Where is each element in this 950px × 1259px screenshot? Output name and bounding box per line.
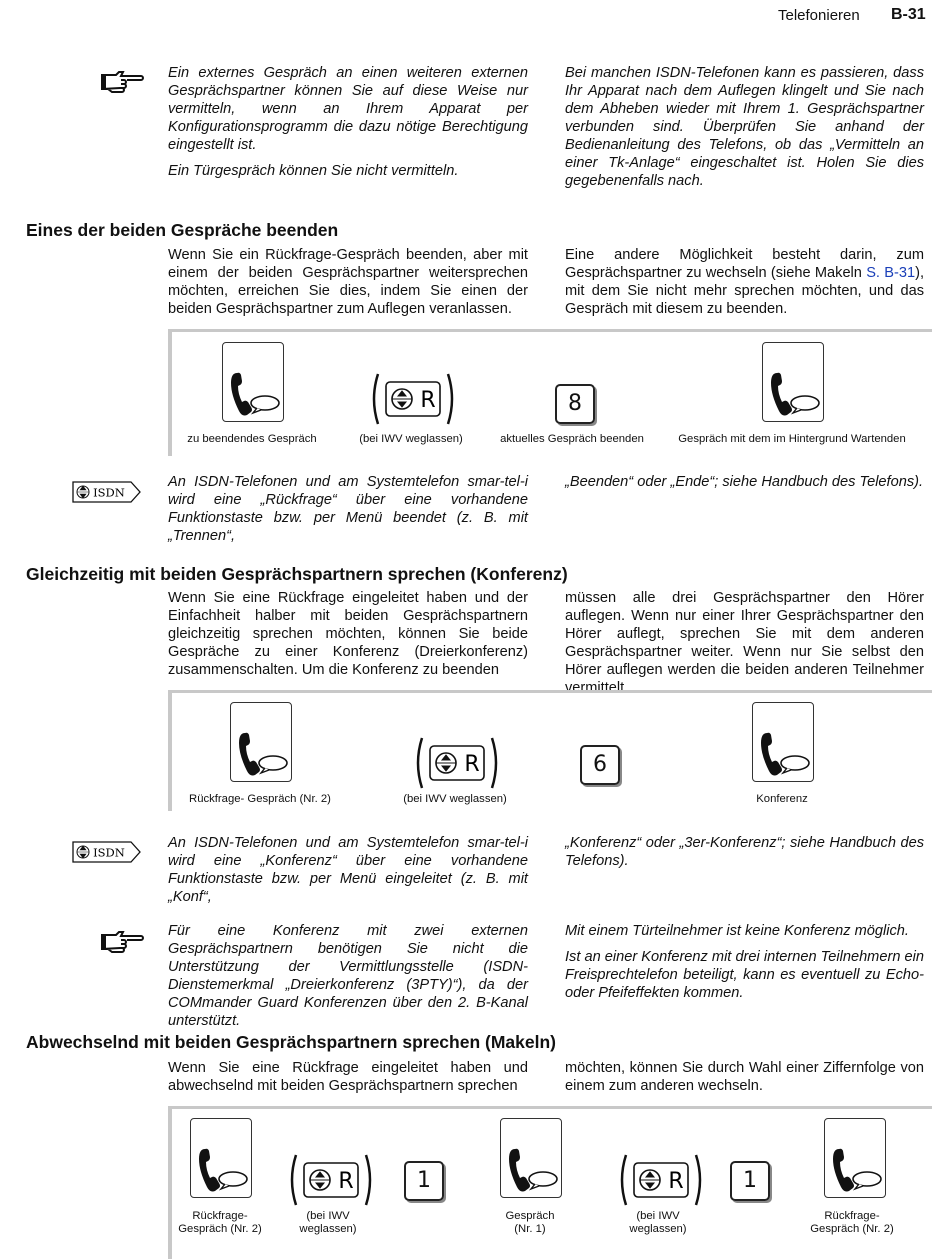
svg-text:R: R [464, 752, 480, 777]
caption-step-1: Rückfrage- Gespräch (Nr. 2) [178, 1210, 262, 1235]
section-heading-toggle: Abwechselnd mit beiden Gesprächspartnern sprechen (Makeln) [26, 1032, 556, 1052]
isdn-icon [72, 481, 142, 503]
flash-r-key-icon [370, 370, 456, 428]
sec3-text-right: möchten, können Sie durch Wahl einer Ziffernfolge von einem zum anderen wechseln. [565, 1060, 924, 1094]
handset-icon [824, 1118, 886, 1198]
sec3-text-left: Wenn Sie eine Rückfrage eingeleitet haben und abwechselnd mit beiden Gesprächspartnern sprechen [168, 1060, 528, 1094]
flash-r-key-icon [414, 734, 500, 792]
section-heading-conference: Gleichzeitig mit beiden Gesprächspartnern sprechen (Konferenz) [26, 564, 568, 584]
sec2-text-left: Wenn Sie eine Rückfrage eingeleitet haben und der Einfachheit halber mit beiden Gesprächspartnern gleichzeitig sprechen möchten, können Sie beide Gespräche zu einer Konferenz (Dreierkonferenz) zusammenschalten. Um die Konferenz zu beenden [168, 590, 528, 678]
caption-step-4: Konferenz [756, 793, 808, 805]
isdn-icon [72, 841, 142, 863]
isdn-note-conf-left: An ISDN-Telefonen und am Systemtelefon smar-tel-i wird eine „Konferenz“ über eine vorhandene Funktionstaste bzw. per Menü eingeleitet (z. B. mit „Konf“, [168, 835, 528, 905]
digit-key-6: 6 [580, 745, 620, 785]
pointing-hand-icon [100, 929, 144, 955]
isdn-note-end-right: „Beenden“ oder „Ende“; siehe Handbuch des Telefons). [565, 474, 924, 490]
pointing-hand-icon [100, 69, 144, 95]
svg-text:ISDN: ISDN [93, 845, 125, 860]
digit-key-1: 1 [730, 1161, 770, 1201]
sec2-text-right: müssen alle drei Gesprächspartner den Hörer auflegen. Wenn nur einer Ihrer Gesprächspartner den Hörer auflegt, sprechen Sie mit dem anderen Gesprächspartner weiter. Wenn nur Sie selbst den Hörer auflegen werden die beiden anderen Teilnehmer vermittelt. [565, 590, 924, 696]
sec1-text-left: Wenn Sie ein Rückfrage-Gespräch beenden, aber mit einem der beiden Gesprächspartner weitersprechen möchten, erreichen Sie dies, indem Sie einen der beiden Gesprächspartner zum Auflegen veranlassen. [168, 247, 528, 317]
caption-step-2: (bei IWV weglassen) [359, 433, 463, 445]
section-heading-end-call: Eines der beiden Gespräche beenden [26, 220, 339, 240]
flash-r-key-icon [618, 1151, 704, 1209]
caption-step-1: zu beendendes Gespräch [187, 433, 317, 445]
caption-step-4: Gespräch (Nr. 1) [505, 1210, 555, 1235]
running-header-section: Telefonieren [778, 7, 860, 24]
digit-key-8: 8 [555, 384, 595, 424]
note-conference-left: Für eine Konferenz mit zwei externen Gesprächspartnern benötigen Sie nicht die Unterstützung der Vermittlungsstelle (ISDN-Dienstemerkmal „Dreierkonferenz (3PTY)“), da der COMmander Guard Konferenzen über den 2. B-Kanal unterstützt. [168, 923, 528, 1029]
svg-text:R: R [420, 388, 436, 413]
caption-step-5: (bei IWV weglassen) [629, 1210, 687, 1235]
caption-step-3: aktuelles Gespräch beenden [500, 433, 644, 445]
page-link[interactable]: S. B-31 [866, 265, 916, 281]
svg-text:ISDN: ISDN [93, 485, 125, 500]
isdn-note-end-left: An ISDN-Telefonen und am Systemtelefon smar-tel-i wird eine „Rückfrage“ über eine vorhandene Funktionstaste bzw. per Menü beendet (z. B. mit „Trennen“, [168, 474, 528, 544]
handset-icon [752, 702, 814, 782]
caption-step-2: (bei IWV weglassen) [299, 1210, 357, 1235]
handset-icon [500, 1118, 562, 1198]
caption-step-7: Rückfrage- Gespräch (Nr. 2) [810, 1210, 894, 1235]
caption-step-4: Gespräch mit dem im Hintergrund Wartenden [678, 433, 906, 445]
note-transfer-left: Ein externes Gespräch an einen weiteren externen Gesprächspartner können Sie auf diese Weise nur vermitteln, wenn an Ihrem Apparat per Konfigurationsprogramm die dazu nötige Berechtigung eingestellt ist. Ein Türgespräch können Sie nicht vermitteln. [168, 65, 528, 179]
handset-icon [762, 342, 824, 422]
handset-icon [222, 342, 284, 422]
svg-text:R: R [338, 1169, 354, 1194]
handset-icon [230, 702, 292, 782]
digit-key-1: 1 [404, 1161, 444, 1201]
isdn-note-conf-right: „Konferenz“ oder „3er-Konferenz“; siehe Handbuch des Telefons). [565, 835, 924, 869]
svg-text:R: R [668, 1169, 684, 1194]
sec1-text-right: Eine andere Möglichkeit besteht darin, zum Gesprächspartner zu wechseln (siehe Makeln S. B-31), mit dem Sie nicht mehr sprechen möchten, und das Gespräch mit diesem zu beenden. [565, 247, 924, 317]
flash-r-key-icon [288, 1151, 374, 1209]
caption-step-2: (bei IWV weglassen) [403, 793, 507, 805]
note-transfer-right: Bei manchen ISDN-Telefonen kann es passieren, dass Ihr Apparat nach dem Auflegen klingelt und Sie nach dem Abheben wieder mit Ihrem 1. Gesprächspartner verbunden sind. Überprüfen Sie anhand der Bedienanleitung des Telefons, ob das „Vermitteln an einer Tk-Anlage“ eingeschaltet ist. Holen Sie dies gegebenenfalls nach. [565, 65, 924, 189]
page-number: B-31 [891, 6, 926, 23]
caption-step-1: Rückfrage- Gespräch (Nr. 2) [189, 793, 331, 805]
note-conference-right: Mit einem Türteilnehmer ist keine Konferenz möglich. Ist an einer Konferenz mit drei internen Teilnehmern ein Freisprechtelefon beteiligt, kann es eventuell zu Echo- oder Pfeifeffekten kommen. [565, 923, 924, 1001]
handset-icon [190, 1118, 252, 1198]
